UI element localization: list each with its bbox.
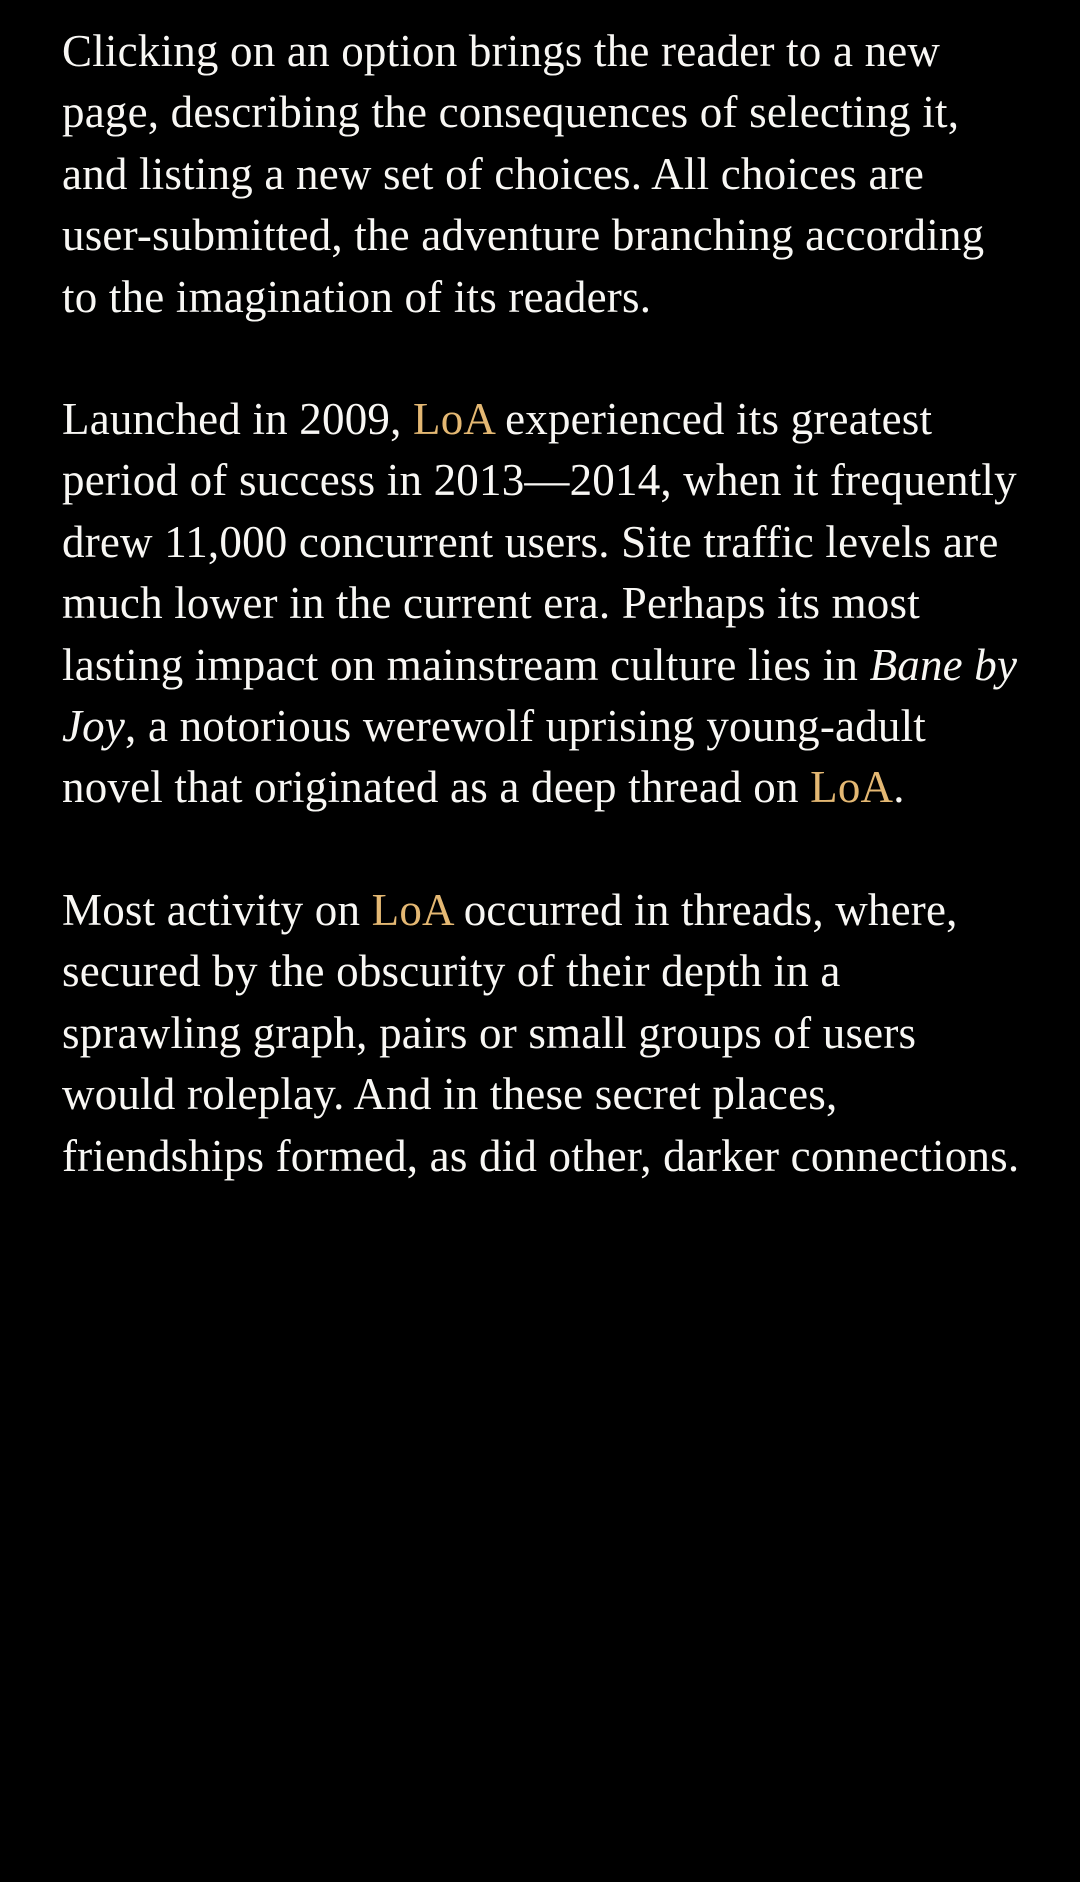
loa-link[interactable]: LoA [413, 394, 494, 445]
loa-link[interactable]: LoA [371, 884, 453, 935]
paragraph-choices [62, 21, 1020, 328]
paragraph-text: Most activity on [62, 884, 372, 935]
paragraph-history [62, 389, 1020, 819]
paragraph-text: . [893, 762, 905, 813]
paragraph-text: occurred in threads, where, secured by the obscurity of their depth in a sprawling graph, pairs or small groups of users would roleplay. And in these secret places, friendships formed, as did other, darker connections. [62, 884, 1020, 1181]
paragraph-threads [62, 880, 1020, 1187]
loa-link[interactable]: LoA [810, 762, 894, 813]
paragraph-text: experienced its greatest period of success in 2013—2014, when it frequently drew 11,000 concurrent users. Site traffic levels are much lower in the current era. Perhaps its most lasting impact on mainstream culture lies in [62, 394, 1017, 690]
paragraph-text: Launched in 2009, [62, 394, 414, 445]
article-body [62, 21, 1020, 1187]
paragraph-text: Clicking on an option brings the reader to a new page, describing the consequences of selecting it, and listing a new set of choices. All choices are user-submitted, the adventure branching according to the imagination of its readers. [62, 26, 985, 322]
paragraph-text: , a notorious werewolf uprising young-adult novel that originated as a deep thread on [62, 701, 927, 813]
book-title-italic: Bane by Joy [62, 639, 1018, 752]
